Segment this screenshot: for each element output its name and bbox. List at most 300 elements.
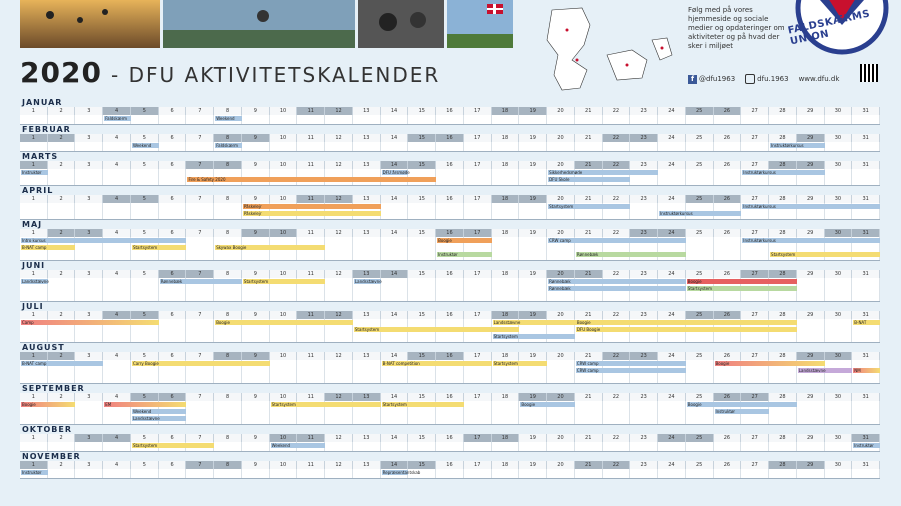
- day-number[interactable]: 12: [325, 270, 353, 278]
- day-number[interactable]: 5: [131, 270, 159, 278]
- day-number[interactable]: 28: [769, 107, 797, 115]
- day-number[interactable]: 12: [325, 352, 353, 360]
- day-number[interactable]: 29: [797, 461, 825, 469]
- day-number[interactable]: 14: [381, 195, 409, 203]
- event-bar[interactable]: Startsystem: [382, 402, 464, 407]
- day-number[interactable]: 5: [131, 161, 159, 169]
- day-number[interactable]: 12: [325, 107, 353, 115]
- day-number[interactable]: 24: [658, 134, 686, 142]
- day-number[interactable]: 14: [381, 352, 409, 360]
- day-number[interactable]: 26: [714, 229, 742, 237]
- event-bar[interactable]: Startsystem: [354, 327, 519, 332]
- day-number[interactable]: 16: [436, 229, 464, 237]
- day-number[interactable]: 1: [20, 461, 48, 469]
- day-number[interactable]: 11: [297, 270, 325, 278]
- day-number[interactable]: 24: [658, 270, 686, 278]
- day-number[interactable]: 22: [603, 393, 631, 401]
- day-number[interactable]: 10: [270, 393, 298, 401]
- day-number[interactable]: 26: [714, 195, 742, 203]
- day-number[interactable]: 3: [75, 134, 103, 142]
- day-number[interactable]: 27: [741, 229, 769, 237]
- day-number[interactable]: 14: [381, 161, 409, 169]
- event-bar[interactable]: Skywax Boogie: [215, 245, 325, 250]
- event-bar[interactable]: Instruktørkursus: [742, 204, 880, 209]
- day-number[interactable]: 7: [186, 434, 214, 442]
- day-number[interactable]: 20: [547, 195, 575, 203]
- day-number[interactable]: 3: [75, 352, 103, 360]
- day-number[interactable]: 18: [492, 107, 520, 115]
- day-number[interactable]: 11: [297, 311, 325, 319]
- day-number[interactable]: 2: [48, 270, 76, 278]
- day-number[interactable]: 18: [492, 461, 520, 469]
- day-number[interactable]: 9: [242, 461, 270, 469]
- day-number[interactable]: 4: [103, 270, 131, 278]
- day-number[interactable]: 5: [131, 461, 159, 469]
- day-number[interactable]: 23: [630, 229, 658, 237]
- day-number[interactable]: 13: [353, 352, 381, 360]
- day-number[interactable]: 19: [519, 434, 547, 442]
- day-number[interactable]: 13: [353, 107, 381, 115]
- event-bar[interactable]: CRW camp: [576, 361, 686, 366]
- event-bar[interactable]: Camp: [21, 320, 159, 325]
- event-bar[interactable]: Boogie: [21, 402, 75, 407]
- day-number[interactable]: 24: [658, 393, 686, 401]
- day-number[interactable]: 1: [20, 434, 48, 442]
- event-bar[interactable]: Instruktør: [853, 443, 880, 448]
- day-number[interactable]: 13: [353, 311, 381, 319]
- day-number[interactable]: 31: [852, 229, 880, 237]
- event-bar[interactable]: DFU Skole: [548, 177, 630, 182]
- day-number[interactable]: 6: [159, 352, 187, 360]
- day-number[interactable]: 19: [519, 134, 547, 142]
- day-number[interactable]: 13: [353, 195, 381, 203]
- event-bar[interactable]: Instruktørkursus: [742, 170, 824, 175]
- day-number[interactable]: 19: [519, 195, 547, 203]
- day-number[interactable]: 28: [769, 195, 797, 203]
- day-number[interactable]: 1: [20, 393, 48, 401]
- day-number[interactable]: 26: [714, 107, 742, 115]
- event-bar[interactable]: CRW camp: [548, 238, 686, 243]
- day-number[interactable]: 24: [658, 107, 686, 115]
- day-number[interactable]: 5: [131, 311, 159, 319]
- event-bar[interactable]: Landsstævne: [493, 320, 603, 325]
- day-number[interactable]: 20: [547, 107, 575, 115]
- day-number[interactable]: 1: [20, 270, 48, 278]
- day-number[interactable]: 21: [575, 352, 603, 360]
- day-number[interactable]: 29: [797, 161, 825, 169]
- day-number[interactable]: 31: [852, 270, 880, 278]
- day-number[interactable]: 17: [464, 107, 492, 115]
- day-number[interactable]: 17: [464, 195, 492, 203]
- day-number[interactable]: 15: [408, 434, 436, 442]
- day-number[interactable]: 6: [159, 161, 187, 169]
- day-number[interactable]: 7: [186, 161, 214, 169]
- day-number[interactable]: 1: [20, 161, 48, 169]
- day-number[interactable]: 21: [575, 434, 603, 442]
- day-number[interactable]: 23: [630, 461, 658, 469]
- day-number[interactable]: 7: [186, 107, 214, 115]
- day-number[interactable]: 16: [436, 434, 464, 442]
- day-number[interactable]: 4: [103, 434, 131, 442]
- day-number[interactable]: 25: [686, 311, 714, 319]
- day-number[interactable]: 25: [686, 461, 714, 469]
- day-number[interactable]: 15: [408, 311, 436, 319]
- day-number[interactable]: 22: [603, 229, 631, 237]
- day-number[interactable]: 7: [186, 229, 214, 237]
- day-number[interactable]: 20: [547, 161, 575, 169]
- day-number[interactable]: 5: [131, 393, 159, 401]
- event-bar[interactable]: B-NAT camp: [21, 361, 103, 366]
- day-number[interactable]: 4: [103, 229, 131, 237]
- day-number[interactable]: 6: [159, 311, 187, 319]
- day-number[interactable]: 10: [270, 161, 298, 169]
- day-number[interactable]: 17: [464, 461, 492, 469]
- day-number[interactable]: 4: [103, 311, 131, 319]
- event-bar[interactable]: Instruktørkursus: [742, 238, 880, 243]
- event-bar[interactable]: Boogie: [687, 279, 797, 284]
- day-number[interactable]: 7: [186, 352, 214, 360]
- day-number[interactable]: 1: [20, 134, 48, 142]
- day-number[interactable]: 25: [686, 134, 714, 142]
- day-number[interactable]: 18: [492, 195, 520, 203]
- day-number[interactable]: 13: [353, 161, 381, 169]
- day-number[interactable]: 21: [575, 311, 603, 319]
- day-number[interactable]: 31: [852, 161, 880, 169]
- event-bar[interactable]: DFU Boogie: [576, 327, 797, 332]
- day-number[interactable]: 18: [492, 434, 520, 442]
- day-number[interactable]: 11: [297, 134, 325, 142]
- day-number[interactable]: 10: [270, 134, 298, 142]
- day-number[interactable]: 28: [769, 461, 797, 469]
- day-number[interactable]: 16: [436, 311, 464, 319]
- day-number[interactable]: 30: [825, 270, 853, 278]
- day-number[interactable]: 10: [270, 352, 298, 360]
- day-number[interactable]: 13: [353, 434, 381, 442]
- day-number[interactable]: 27: [741, 311, 769, 319]
- day-number[interactable]: 9: [242, 195, 270, 203]
- day-number[interactable]: 2: [48, 393, 76, 401]
- day-number[interactable]: 11: [297, 161, 325, 169]
- event-bar[interactable]: Instruktør: [715, 409, 769, 414]
- day-number[interactable]: 10: [270, 461, 298, 469]
- day-number[interactable]: 21: [575, 393, 603, 401]
- day-number[interactable]: 2: [48, 107, 76, 115]
- day-number[interactable]: 4: [103, 393, 131, 401]
- event-bar[interactable]: Startsystem: [493, 334, 575, 339]
- day-number[interactable]: 30: [825, 352, 853, 360]
- day-number[interactable]: 29: [797, 270, 825, 278]
- day-number[interactable]: 8: [214, 134, 242, 142]
- day-number[interactable]: 3: [75, 311, 103, 319]
- day-number[interactable]: 22: [603, 311, 631, 319]
- day-number[interactable]: 14: [381, 270, 409, 278]
- day-number[interactable]: 3: [75, 195, 103, 203]
- day-number[interactable]: 19: [519, 107, 547, 115]
- day-number[interactable]: 29: [797, 311, 825, 319]
- event-bar[interactable]: Faldskærm: [104, 116, 131, 121]
- day-number[interactable]: 14: [381, 107, 409, 115]
- event-bar[interactable]: Landsstævne: [798, 368, 852, 373]
- day-number[interactable]: 26: [714, 434, 742, 442]
- day-number[interactable]: 8: [214, 270, 242, 278]
- event-bar[interactable]: Startsystem: [493, 361, 547, 366]
- day-number[interactable]: 26: [714, 352, 742, 360]
- day-number[interactable]: 16: [436, 270, 464, 278]
- day-number[interactable]: 20: [547, 352, 575, 360]
- day-number[interactable]: 19: [519, 461, 547, 469]
- day-number[interactable]: 13: [353, 393, 381, 401]
- day-number[interactable]: 28: [769, 161, 797, 169]
- day-number[interactable]: 21: [575, 270, 603, 278]
- day-number[interactable]: 23: [630, 311, 658, 319]
- day-number[interactable]: 28: [769, 134, 797, 142]
- day-number[interactable]: 30: [825, 134, 853, 142]
- day-number[interactable]: 13: [353, 461, 381, 469]
- day-number[interactable]: 17: [464, 161, 492, 169]
- day-number[interactable]: 15: [408, 134, 436, 142]
- day-number[interactable]: 23: [630, 434, 658, 442]
- day-number[interactable]: 11: [297, 461, 325, 469]
- day-number[interactable]: 9: [242, 229, 270, 237]
- day-number[interactable]: 27: [741, 393, 769, 401]
- day-number[interactable]: 8: [214, 161, 242, 169]
- day-number[interactable]: 7: [186, 311, 214, 319]
- facebook-link[interactable]: f @dfu1963: [688, 75, 735, 84]
- day-number[interactable]: 21: [575, 195, 603, 203]
- day-number[interactable]: 12: [325, 134, 353, 142]
- day-number[interactable]: 15: [408, 229, 436, 237]
- day-number[interactable]: 30: [825, 311, 853, 319]
- day-number[interactable]: 28: [769, 434, 797, 442]
- day-number[interactable]: 20: [547, 134, 575, 142]
- day-number[interactable]: 3: [75, 461, 103, 469]
- day-number[interactable]: 17: [464, 393, 492, 401]
- day-number[interactable]: 11: [297, 352, 325, 360]
- day-number[interactable]: 19: [519, 229, 547, 237]
- day-number[interactable]: 17: [464, 134, 492, 142]
- day-number[interactable]: 14: [381, 311, 409, 319]
- event-bar[interactable]: Landsstævne: [22, 279, 49, 284]
- day-number[interactable]: 5: [131, 229, 159, 237]
- day-number[interactable]: 16: [436, 393, 464, 401]
- day-number[interactable]: 24: [658, 461, 686, 469]
- day-number[interactable]: 12: [325, 161, 353, 169]
- day-number[interactable]: 12: [325, 393, 353, 401]
- day-number[interactable]: 9: [242, 434, 270, 442]
- day-number[interactable]: 23: [630, 107, 658, 115]
- website-link[interactable]: www.dfu.dk: [798, 75, 840, 83]
- day-number[interactable]: 7: [186, 134, 214, 142]
- day-number[interactable]: 21: [575, 229, 603, 237]
- day-number[interactable]: 18: [492, 311, 520, 319]
- event-bar[interactable]: B-NAT camp: [21, 245, 75, 250]
- day-number[interactable]: 31: [852, 311, 880, 319]
- day-number[interactable]: 7: [186, 270, 214, 278]
- day-number[interactable]: 15: [408, 195, 436, 203]
- day-number[interactable]: 6: [159, 195, 187, 203]
- day-number[interactable]: 31: [852, 461, 880, 469]
- day-number[interactable]: 31: [852, 352, 880, 360]
- day-number[interactable]: 30: [825, 161, 853, 169]
- day-number[interactable]: 16: [436, 195, 464, 203]
- day-number[interactable]: 14: [381, 229, 409, 237]
- event-bar[interactable]: Boogie: [437, 238, 491, 243]
- day-number[interactable]: 10: [270, 434, 298, 442]
- day-number[interactable]: 29: [797, 229, 825, 237]
- day-number[interactable]: 8: [214, 107, 242, 115]
- day-number[interactable]: 13: [353, 134, 381, 142]
- day-number[interactable]: 11: [297, 229, 325, 237]
- day-number[interactable]: 29: [797, 134, 825, 142]
- event-bar[interactable]: Weekend: [132, 143, 159, 148]
- event-bar[interactable]: Startsystem: [770, 252, 880, 257]
- day-number[interactable]: 6: [159, 434, 187, 442]
- day-number[interactable]: 11: [297, 195, 325, 203]
- day-number[interactable]: 3: [75, 434, 103, 442]
- day-number[interactable]: 5: [131, 434, 159, 442]
- day-number[interactable]: 20: [547, 393, 575, 401]
- day-number[interactable]: 10: [270, 107, 298, 115]
- day-number[interactable]: 12: [325, 195, 353, 203]
- day-number[interactable]: 27: [741, 161, 769, 169]
- day-number[interactable]: 30: [825, 461, 853, 469]
- day-number[interactable]: 22: [603, 161, 631, 169]
- day-number[interactable]: 25: [686, 393, 714, 401]
- day-number[interactable]: 7: [186, 393, 214, 401]
- event-bar[interactable]: Boogie: [576, 320, 797, 325]
- day-number[interactable]: 9: [242, 270, 270, 278]
- day-number[interactable]: 28: [769, 229, 797, 237]
- event-bar[interactable]: Landsstævne: [132, 416, 186, 421]
- day-number[interactable]: 18: [492, 229, 520, 237]
- event-bar[interactable]: Carry Boogie: [132, 361, 270, 366]
- day-number[interactable]: 1: [20, 107, 48, 115]
- day-number[interactable]: 15: [408, 461, 436, 469]
- qr-code[interactable]: [860, 64, 878, 82]
- day-number[interactable]: 2: [48, 434, 76, 442]
- day-number[interactable]: 13: [353, 270, 381, 278]
- event-bar[interactable]: Intro kursus: [21, 238, 186, 243]
- day-number[interactable]: 1: [20, 229, 48, 237]
- day-number[interactable]: 14: [381, 461, 409, 469]
- day-number[interactable]: 10: [270, 311, 298, 319]
- event-bar[interactable]: Weekend: [132, 409, 186, 414]
- day-number[interactable]: 27: [741, 352, 769, 360]
- event-bar[interactable]: B-NAT competition: [382, 361, 492, 366]
- day-number[interactable]: 4: [103, 161, 131, 169]
- day-number[interactable]: 25: [686, 434, 714, 442]
- day-number[interactable]: 12: [325, 229, 353, 237]
- day-number[interactable]: 20: [547, 461, 575, 469]
- event-bar[interactable]: Startsystem: [132, 443, 214, 448]
- day-number[interactable]: 9: [242, 107, 270, 115]
- event-bar[interactable]: Rønnebæk: [160, 279, 242, 284]
- event-bar[interactable]: DFU årsmøde: [382, 170, 410, 175]
- day-number[interactable]: 20: [547, 434, 575, 442]
- day-number[interactable]: 24: [658, 311, 686, 319]
- event-bar[interactable]: Boogie: [715, 361, 825, 366]
- instagram-link[interactable]: dfu.1963: [745, 74, 788, 84]
- day-number[interactable]: 22: [603, 270, 631, 278]
- day-number[interactable]: 16: [436, 134, 464, 142]
- day-number[interactable]: 25: [686, 195, 714, 203]
- day-number[interactable]: 24: [658, 195, 686, 203]
- day-number[interactable]: 28: [769, 270, 797, 278]
- day-number[interactable]: 19: [519, 393, 547, 401]
- event-bar[interactable]: Instruktør: [21, 470, 48, 475]
- event-bar[interactable]: Repræsentantskab: [382, 470, 421, 475]
- day-number[interactable]: 29: [797, 393, 825, 401]
- event-bar[interactable]: Boogie: [520, 402, 574, 407]
- day-number[interactable]: 31: [852, 134, 880, 142]
- day-number[interactable]: 4: [103, 461, 131, 469]
- day-number[interactable]: 15: [408, 393, 436, 401]
- event-bar[interactable]: NM: [853, 368, 880, 373]
- day-number[interactable]: 24: [658, 229, 686, 237]
- day-number[interactable]: 16: [436, 107, 464, 115]
- day-number[interactable]: 23: [630, 134, 658, 142]
- day-number[interactable]: 5: [131, 195, 159, 203]
- day-number[interactable]: 4: [103, 195, 131, 203]
- day-number[interactable]: 26: [714, 270, 742, 278]
- day-number[interactable]: 1: [20, 195, 48, 203]
- day-number[interactable]: 7: [186, 195, 214, 203]
- day-number[interactable]: 24: [658, 434, 686, 442]
- day-number[interactable]: 6: [159, 461, 187, 469]
- event-bar[interactable]: Sikkerhedsmøde: [548, 170, 658, 175]
- day-number[interactable]: 8: [214, 229, 242, 237]
- day-number[interactable]: 23: [630, 270, 658, 278]
- day-number[interactable]: 30: [825, 195, 853, 203]
- day-number[interactable]: 30: [825, 229, 853, 237]
- day-number[interactable]: 15: [408, 161, 436, 169]
- day-number[interactable]: 17: [464, 352, 492, 360]
- day-number[interactable]: 24: [658, 352, 686, 360]
- day-number[interactable]: 24: [658, 161, 686, 169]
- day-number[interactable]: 19: [519, 311, 547, 319]
- day-number[interactable]: 16: [436, 161, 464, 169]
- day-number[interactable]: 6: [159, 270, 187, 278]
- day-number[interactable]: 19: [519, 352, 547, 360]
- day-number[interactable]: 18: [492, 161, 520, 169]
- day-number[interactable]: 5: [131, 352, 159, 360]
- day-number[interactable]: 5: [131, 107, 159, 115]
- day-number[interactable]: 20: [547, 270, 575, 278]
- day-number[interactable]: 3: [75, 229, 103, 237]
- day-number[interactable]: 13: [353, 229, 381, 237]
- event-bar[interactable]: Weekend: [271, 443, 325, 448]
- day-number[interactable]: 15: [408, 352, 436, 360]
- day-number[interactable]: 27: [741, 107, 769, 115]
- day-number[interactable]: 25: [686, 270, 714, 278]
- day-number[interactable]: 19: [519, 270, 547, 278]
- day-number[interactable]: 27: [741, 434, 769, 442]
- day-number[interactable]: 9: [242, 134, 270, 142]
- day-number[interactable]: 2: [48, 229, 76, 237]
- day-number[interactable]: 2: [48, 461, 76, 469]
- day-number[interactable]: 15: [408, 270, 436, 278]
- day-number[interactable]: 16: [436, 352, 464, 360]
- day-number[interactable]: 7: [186, 461, 214, 469]
- day-number[interactable]: 6: [159, 229, 187, 237]
- day-number[interactable]: 10: [270, 195, 298, 203]
- day-number[interactable]: 14: [381, 434, 409, 442]
- day-number[interactable]: 8: [214, 311, 242, 319]
- day-number[interactable]: 8: [214, 393, 242, 401]
- day-number[interactable]: 3: [75, 393, 103, 401]
- day-number[interactable]: 25: [686, 107, 714, 115]
- day-number[interactable]: 31: [852, 434, 880, 442]
